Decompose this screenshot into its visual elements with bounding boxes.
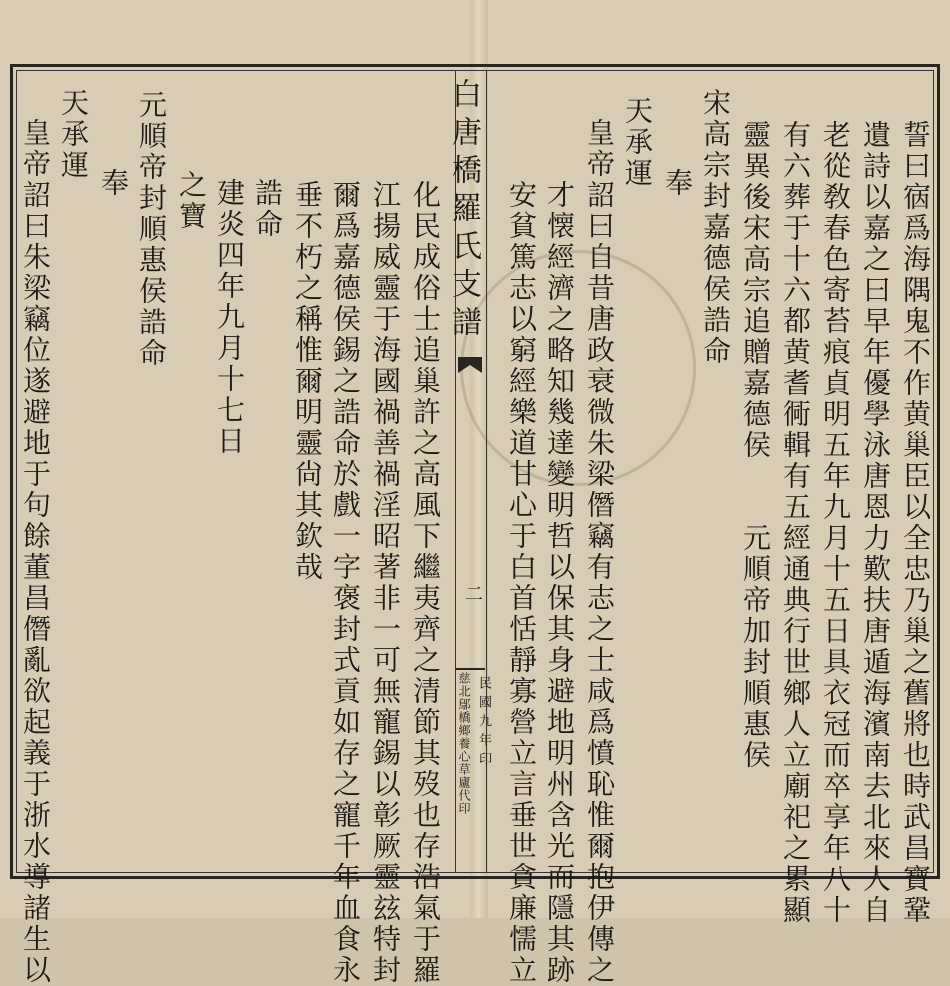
text-column: 奉	[97, 168, 130, 199]
text-column: 誥命	[251, 178, 284, 240]
seal-column: 之寶	[175, 170, 208, 232]
text-column: 靈異後宋高宗追贈嘉德侯 元順帝加封順惠侯	[739, 120, 772, 771]
imprint-year: 民國九年印	[476, 676, 491, 771]
text-column: 安貧篤志以窮經樂道甘心于白首恬靜寡營立言垂世貪廉懦立	[505, 180, 538, 986]
fishtail-mark	[458, 355, 482, 375]
book-title: 白唐橋羅氏支譜	[446, 78, 481, 344]
text-column: 爾爲嘉德侯錫之誥命於戲一字褒封式貢如存之寵千年血食永	[329, 180, 362, 986]
imprint-printer: 慈北鄔橋鄉養心草廬代印	[457, 672, 471, 815]
text-column: 老從敎春色寄苔痕貞明五年九月十五日具衣冠而卒享年八十	[819, 120, 852, 926]
text-column: 天承運	[57, 88, 90, 181]
text-column: 誓曰㝛爲海隅鬼不作黄巢臣以全忠乃巢之舊將也時武昌寶鞏	[899, 120, 932, 926]
text-column: 遺詩以嘉之曰早年優學泳唐恩力歎扶唐遁海濱南去北來人自	[859, 120, 892, 926]
date-column: 建炎四年九月十七日	[213, 178, 246, 457]
text-column: 皇帝詔曰自昔唐政衰微朱梁僭竊有志之士咸爲憤恥惟爾抱伊傳之	[583, 118, 616, 986]
text-column: 化民成俗士追巢許之高風下繼夷齊之清節其歿也存浩氣于羅	[409, 180, 442, 986]
text-column: 有六葬于十六都黄耆衕輯有五經通典行世鄉人立廟祀之累顯	[779, 120, 812, 926]
text-column: 才懐經濟之略知幾達變明哲以保其身避地明州含光而隱其跡	[543, 180, 576, 986]
text-column: 奉	[661, 168, 694, 199]
text-column: 皇帝詔曰朱梁竊位遂避地于句餘董昌僭亂欲起義于浙水導諸生以	[19, 118, 52, 986]
text-column: 天承運	[621, 96, 654, 189]
text-column: 垂不朽之稱惟爾明靈尙其欽哉	[291, 180, 324, 583]
heading-column: 元順帝封順惠侯誥命	[135, 90, 168, 369]
heading-column: 宋高宗封嘉德侯誥命	[699, 88, 732, 367]
page-number: 二	[462, 584, 483, 602]
text-column: 江揚威靈于海國禍善禍淫昭著非一可無寵錫以彰厥靈玆特封	[369, 180, 402, 986]
